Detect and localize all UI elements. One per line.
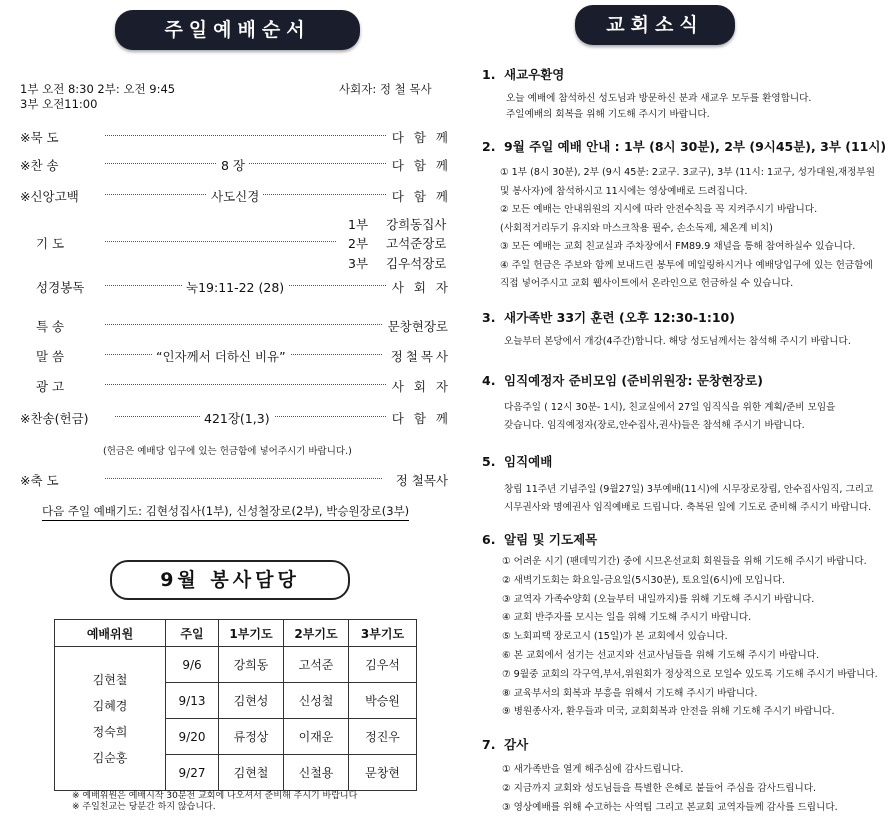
news-line: 주일예배의 회복을 위해 기도해 주시기 바랍니다. bbox=[506, 109, 710, 120]
news-line: ① 1부 (8시 30분), 2부 (9시 45분: 2교구. 3교구), 3부 (11시: 1교구, 성가대원,재정부원 bbox=[500, 167, 875, 178]
news-title: 알림 및 기도제목 bbox=[504, 532, 598, 547]
leader-dots bbox=[105, 135, 386, 136]
news-title: 새가족반 33기 훈련 (오후 12:30-1:10) bbox=[504, 310, 735, 325]
order-label: ※묵 도 bbox=[20, 130, 59, 145]
service-times-line1: 1부 오전 8:30 2부: 오전 9:45 bbox=[20, 82, 176, 96]
offering-note: (헌금은 예배당 입구에 있는 헌금함에 넣어주시기 바랍니다.) bbox=[103, 446, 352, 457]
news-line: ⑥ 본 교회에서 섬기는 선교지와 선교사님들을 위해 기도해 주시기 바랍니다. bbox=[502, 649, 820, 661]
news-number: 4. bbox=[482, 373, 496, 388]
order-content: 사도신경 bbox=[207, 187, 263, 205]
news-title: 감사 bbox=[504, 737, 529, 752]
news-5-heading bbox=[482, 452, 552, 470]
volunteer-note-1: ※ 예배위원은 예배시작 30분전 교회에 나오셔서 준비해 주시기 바랍니다 bbox=[72, 791, 358, 801]
order-row-silent-prayer bbox=[20, 128, 458, 148]
news-line: ⑦ 9월중 교회의 각구역,부서,위원회가 정상적으로 모일수 있도록 기도해 주시기 바랍니다. bbox=[502, 668, 878, 680]
col-header: 주일 bbox=[166, 620, 219, 647]
prayer-3-cell: 김우석 bbox=[349, 647, 417, 683]
news-line: 갖습니다. 임직예정자(장로,안수집사,권사)들은 참석해 주시기 바랍니다. bbox=[504, 420, 805, 431]
news-6-body bbox=[502, 553, 878, 722]
date-cell: 9/6 bbox=[166, 647, 219, 683]
news-title: 새교우환영 bbox=[504, 67, 565, 82]
prayer-1-cell: 김현철 bbox=[219, 755, 284, 791]
order-performer: 문창현장로 bbox=[387, 319, 448, 334]
news-3-heading bbox=[482, 308, 735, 326]
prayer-part: 3부 bbox=[348, 256, 369, 271]
order-performer: 사회자 bbox=[391, 379, 458, 394]
news-line: ② 새벽기도회는 화요일-금요일(5시30분), 토요일(6시)에 모입니다. bbox=[502, 574, 785, 586]
order-performer: 다함께 bbox=[391, 411, 458, 426]
date-cell: 9/20 bbox=[166, 719, 219, 755]
news-line: ② 지금까지 교회와 성도님들을 특별한 은혜로 붙들어 주심을 감사드립니다. bbox=[502, 783, 817, 794]
prayer-3-cell: 박승원 bbox=[349, 683, 417, 719]
order-performer: 다함께 bbox=[391, 158, 458, 173]
date-cell: 9/27 bbox=[166, 755, 219, 791]
order-row-sermon bbox=[20, 347, 451, 367]
order-label: 말 씀 bbox=[36, 349, 65, 364]
sermon-title: “인자께서 더하신 비유” bbox=[152, 347, 290, 365]
prayer-part: 2부 bbox=[348, 236, 369, 251]
leader-dots bbox=[105, 241, 336, 242]
news-1-heading bbox=[482, 65, 564, 83]
order-row-offering-hymn bbox=[20, 409, 458, 429]
volunteer-table-header bbox=[55, 620, 417, 647]
order-row-creed bbox=[20, 187, 458, 207]
news-4-body bbox=[504, 399, 835, 435]
date-cell: 9/13 bbox=[166, 683, 219, 719]
prayer-1-cell: 강희동 bbox=[219, 647, 284, 683]
news-number: 6. bbox=[482, 532, 496, 547]
news-line: 및 봉사자)에 참석하시고 11시에는 영상예배로 드려집니다. bbox=[500, 185, 748, 197]
prayer-3-cell: 정진우 bbox=[349, 719, 417, 755]
order-row-hymn bbox=[20, 156, 458, 176]
news-3-body bbox=[504, 334, 851, 350]
news-1-body bbox=[506, 91, 811, 123]
table-row bbox=[55, 647, 417, 683]
order-performer: 정 철목사 bbox=[395, 473, 448, 488]
news-line: (사회적거리두기 유지와 마스크착용 필수, 손소독제, 체온계 비치) bbox=[500, 222, 773, 234]
news-line: ④ 주일 헌금은 주보와 함께 보내드린 봉투에 메일링하시거나 예배당입구에 있는 헌금함에 bbox=[500, 259, 873, 271]
committee-member: 김혜경 bbox=[92, 698, 128, 713]
prayer-1-cell: 류정상 bbox=[219, 719, 284, 755]
prayer-1-cell: 김현성 bbox=[219, 683, 284, 719]
news-line: ⑧ 교육부서의 회복과 부흥을 위해서 기도해 주시기 바랍니다. bbox=[502, 687, 758, 699]
prayer-part: 1부 bbox=[348, 217, 369, 232]
worship-order-title: 주일예배순서 bbox=[115, 10, 360, 50]
news-line: 오늘부터 본당에서 개강(4주간)합니다. 해당 성도님께서는 참석해 주시기 바랍니다. bbox=[504, 336, 851, 347]
news-line: ③ 모든 예배는 교회 친교실과 주차장에서 FM89.9 채널을 통해 참여하실수 있습니다. bbox=[500, 241, 856, 252]
leader-dots bbox=[105, 384, 386, 385]
committee-member: 김현철 bbox=[92, 672, 128, 687]
news-7-body bbox=[502, 760, 838, 817]
committee-member: 김순홍 bbox=[92, 750, 128, 765]
service-times-line2: 3부 오전11:00 bbox=[20, 97, 98, 111]
order-row-announcements bbox=[20, 377, 458, 397]
news-6-heading bbox=[482, 530, 597, 548]
order-label: 특 송 bbox=[36, 319, 65, 334]
order-performer: 다함께 bbox=[391, 130, 458, 145]
order-content: 421장(1,3) bbox=[200, 409, 274, 427]
news-4-heading bbox=[482, 371, 763, 389]
prayer-2-cell: 고석준 bbox=[284, 647, 349, 683]
leader-dots bbox=[105, 478, 382, 479]
next-week-prayer: 다음 주일 예배기도: 김현성집사(1부), 신성철장로(2부), 박승원장로(3부) bbox=[42, 503, 409, 521]
news-line: ① 새가족반을 열게 해주심에 감사드립니다. bbox=[502, 764, 684, 775]
order-row-scripture bbox=[20, 278, 458, 298]
col-header: 예배위원 bbox=[55, 620, 166, 647]
news-number: 1. bbox=[482, 67, 496, 82]
order-row-benediction bbox=[20, 471, 448, 491]
news-number: 3. bbox=[482, 310, 496, 325]
order-label: 광 고 bbox=[36, 379, 65, 394]
news-title: 임직예정자 준비모임 (준비위원장: 문창현장로) bbox=[504, 373, 763, 388]
news-line: ④ 교회 반주자를 모시는 일을 위해 기도해 주시기 바랍니다. bbox=[502, 612, 752, 624]
prayer-part-1 bbox=[348, 215, 446, 233]
prayer-2-cell: 이재운 bbox=[284, 719, 349, 755]
volunteer-note-2: ※ 주일친교는 당분간 하지 않습니다. bbox=[72, 802, 216, 812]
presider-label: 사회자: 정 철 목사 bbox=[339, 82, 432, 96]
news-line: 오늘 예배에 참석하신 성도님과 방문하신 분과 새교우 모두를 환영합니다. bbox=[506, 93, 812, 104]
order-performer: 다함께 bbox=[391, 189, 458, 204]
prayer-person: 강희동집사 bbox=[386, 217, 447, 232]
committee-member: 정숙희 bbox=[92, 724, 128, 739]
prayer-2-cell: 신성철 bbox=[284, 683, 349, 719]
col-header: 1부기도 bbox=[219, 620, 284, 647]
order-label: 성경봉독 bbox=[36, 280, 85, 295]
prayer-person: 고석준장로 bbox=[386, 236, 447, 251]
news-number: 5. bbox=[482, 454, 496, 469]
news-line: ③ 영상예배를 위해 수고하는 사역팀 그리고 본교회 교역자들께 감사를 드립니다. bbox=[502, 802, 838, 813]
order-label: ※찬송(헌금) bbox=[20, 411, 89, 426]
order-performer: 정철목사 bbox=[390, 349, 451, 364]
col-header: 2부기도 bbox=[284, 620, 349, 647]
news-number: 7. bbox=[482, 737, 496, 752]
order-label: 기 도 bbox=[36, 236, 65, 251]
order-performer: 사회자 bbox=[391, 280, 458, 295]
news-line: 다음주일 ( 12시 30분- 1시), 친교실에서 27일 임직식을 위한 계획/준비 모임을 bbox=[504, 402, 836, 413]
news-line: ③ 교역자 가족수양회 (오늘부터 내일까지)를 위해 기도해 주시기 바랍니다. bbox=[502, 593, 815, 605]
news-title: 임직예배 bbox=[504, 454, 553, 469]
order-content: 8 장 bbox=[217, 156, 249, 174]
prayer-part-2 bbox=[348, 234, 446, 252]
news-5-body bbox=[504, 481, 873, 517]
prayer-person: 김우석장로 bbox=[386, 256, 447, 271]
news-2-body bbox=[500, 164, 875, 294]
order-label: ※신앙고백 bbox=[20, 189, 79, 204]
order-content: 눅19:11-22 (28) bbox=[182, 278, 288, 296]
news-line: 창립 11주년 기념주일 (9월27일) 3부예배(11시)에 시무장로장립, 안수집사임직, 그리고 bbox=[504, 484, 874, 495]
order-label: ※축 도 bbox=[20, 473, 59, 488]
news-line: ② 모든 예배는 안내위원의 지시에 따라 안전수칙을 꼭 지켜주시기 바랍니다. bbox=[500, 204, 818, 215]
prayer-3-cell: 문창현 bbox=[349, 755, 417, 791]
church-news-title: 교회소식 bbox=[575, 5, 735, 45]
col-header: 3부기도 bbox=[349, 620, 417, 647]
prayer-2-cell: 신철용 bbox=[284, 755, 349, 791]
news-line: ① 어려운 시기 (팬데믹기간) 중에 시므온선교회 회원들을 위해 기도해 주시기 바랍니다. bbox=[502, 556, 867, 567]
news-7-heading bbox=[482, 735, 528, 753]
news-line: 시무권사와 명예권사 임직예배로 드립니다. 축복된 일에 기도로 준비해 주시기 바랍니다. bbox=[504, 502, 872, 513]
news-2-heading bbox=[482, 137, 886, 155]
news-line: ⑨ 병원종사자, 환우들과 미국, 교회회복과 안전을 위해 기도해 주시기 바랍니다. bbox=[502, 706, 835, 718]
news-line: ⑤ 노회피택 장로고시 (15일)가 본 교회에서 있습니다. bbox=[502, 631, 728, 643]
committee-cell bbox=[55, 647, 166, 791]
prayer-part-3 bbox=[348, 254, 446, 272]
order-label: ※찬 송 bbox=[20, 158, 59, 173]
news-number: 2. bbox=[482, 139, 496, 154]
news-line: 직접 넣어주시고 교회 웹사이트에서 온라인으로 헌금하실 수 있습니다. bbox=[500, 278, 794, 289]
volunteer-table bbox=[54, 619, 417, 791]
news-title: 9월 주일 예배 안내 : 1부 (8시 30분), 2부 (9시45분), 3부 (11시) bbox=[504, 139, 887, 154]
order-row-special-song bbox=[20, 317, 448, 337]
volunteer-title: 9월 봉사담당 bbox=[110, 560, 350, 600]
leader-dots bbox=[105, 324, 382, 325]
